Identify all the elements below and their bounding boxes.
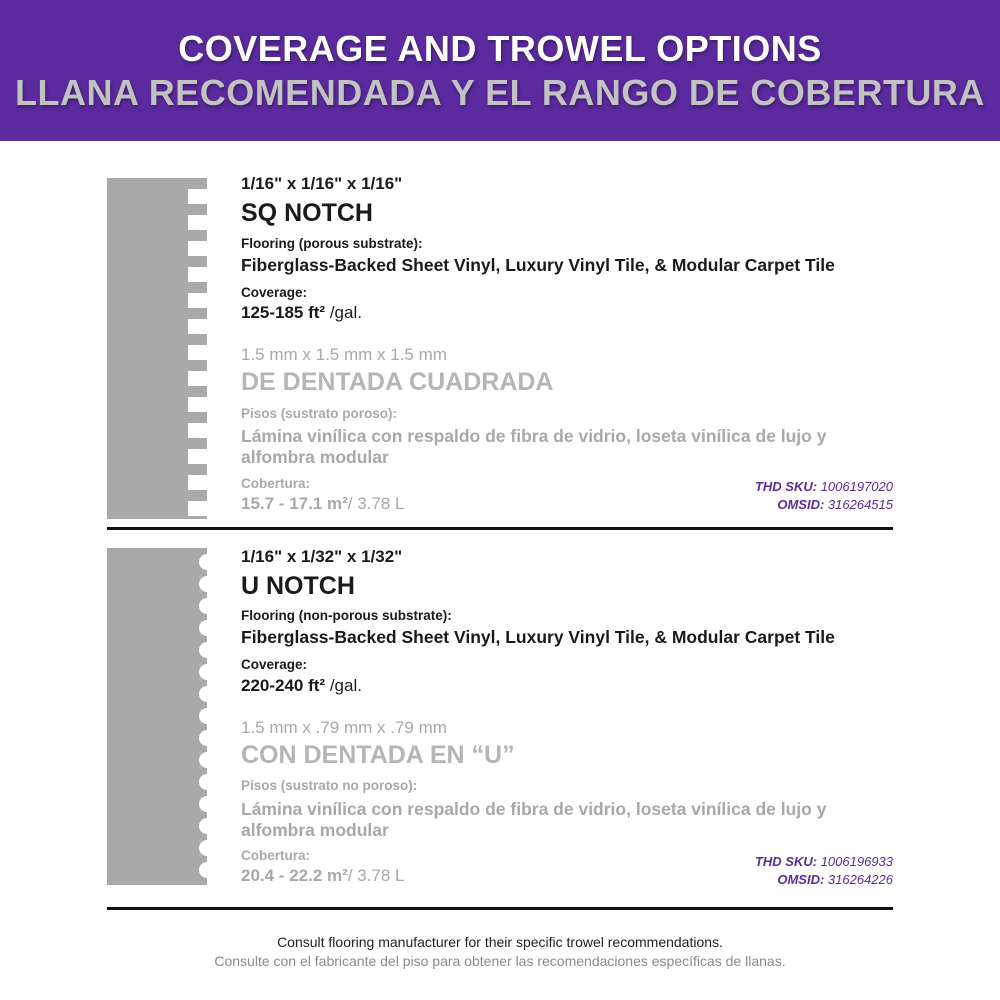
- section-divider: [107, 527, 893, 530]
- coverage-label-english: Coverage:: [241, 285, 308, 300]
- sku-label: THD SKU:: [754, 479, 818, 494]
- notch-name-english: SQ NOTCH: [241, 199, 373, 227]
- u-notch-trowel-icon: [107, 548, 207, 885]
- flooring-label-english: Flooring (porous substrate):: [241, 236, 423, 251]
- dims-spanish: 1.5 mm x .79 mm x .79 mm: [241, 718, 447, 737]
- flooring-label-spanish: Pisos (sustrato poroso):: [241, 406, 398, 421]
- flooring-spanish: Lámina vinílica con respaldo de fibra de vidrio, loseta vinílica de lujo y alfombra modular: [241, 799, 827, 840]
- dims-english: 1/16" x 1/16" x 1/16": [241, 174, 403, 193]
- coverage-label-spanish: Cobertura:: [241, 848, 311, 863]
- title-banner: [0, 0, 1000, 141]
- notch-name-english: U NOTCH: [241, 572, 355, 600]
- flooring-label-spanish: Pisos (sustrato no poroso):: [241, 778, 418, 793]
- flooring-spanish: Lámina vinílica con respaldo de fibra de vidrio, loseta vinílica de lujo y alfombra modular: [241, 426, 827, 467]
- sku-value: 1006197020: [820, 479, 893, 494]
- sku-block: [755, 853, 893, 889]
- sku-label: THD SKU:: [754, 854, 818, 869]
- omsid-label: OMSID:: [777, 872, 825, 887]
- square-notch-trowel-icon: [107, 178, 207, 519]
- footer-note-spanish: Consulte con el fabricante del piso para obtener las recomendaciones específicas de llanas.: [214, 953, 786, 969]
- title-spanish: LLANA RECOMENDADA Y EL RANGO DE COBERTURA: [15, 72, 985, 113]
- omsid-value: 316264226: [827, 872, 893, 887]
- coverage-spanish: 15.7 - 17.1 m²/ 3.78 L: [241, 494, 405, 513]
- omsid-value: 316264515: [827, 497, 893, 512]
- notch-name-spanish: DE DENTADA CUADRADA: [241, 368, 554, 396]
- coverage-english: 125-185 ft² /gal.: [241, 303, 362, 322]
- flooring-english: Fiberglass-Backed Sheet Vinyl, Luxury Vinyl Tile, & Modular Carpet Tile: [241, 627, 835, 647]
- notch-name-spanish: CON DENTADA EN “U”: [241, 741, 515, 769]
- section-divider: [107, 907, 893, 910]
- flooring-english: Fiberglass-Backed Sheet Vinyl, Luxury Vinyl Tile, & Modular Carpet Tile: [241, 255, 835, 275]
- coverage-spanish: 20.4 - 22.2 m²/ 3.78 L: [241, 866, 405, 885]
- title-english: COVERAGE AND TROWEL OPTIONS: [178, 28, 822, 69]
- coverage-label-english: Coverage:: [241, 657, 308, 672]
- sku-block: [755, 478, 893, 514]
- dims-english: 1/16" x 1/32" x 1/32": [241, 547, 403, 566]
- sku-value: 1006196933: [820, 854, 893, 869]
- flooring-label-english: Flooring (non-porous substrate):: [241, 608, 452, 623]
- dims-spanish: 1.5 mm x 1.5 mm x 1.5 mm: [241, 345, 447, 364]
- coverage-label-spanish: Cobertura:: [241, 476, 311, 491]
- omsid-label: OMSID:: [777, 497, 825, 512]
- footer-note-english: Consult flooring manufacturer for their specific trowel recommendations.: [277, 934, 723, 950]
- coverage-english: 220-240 ft² /gal.: [241, 676, 362, 695]
